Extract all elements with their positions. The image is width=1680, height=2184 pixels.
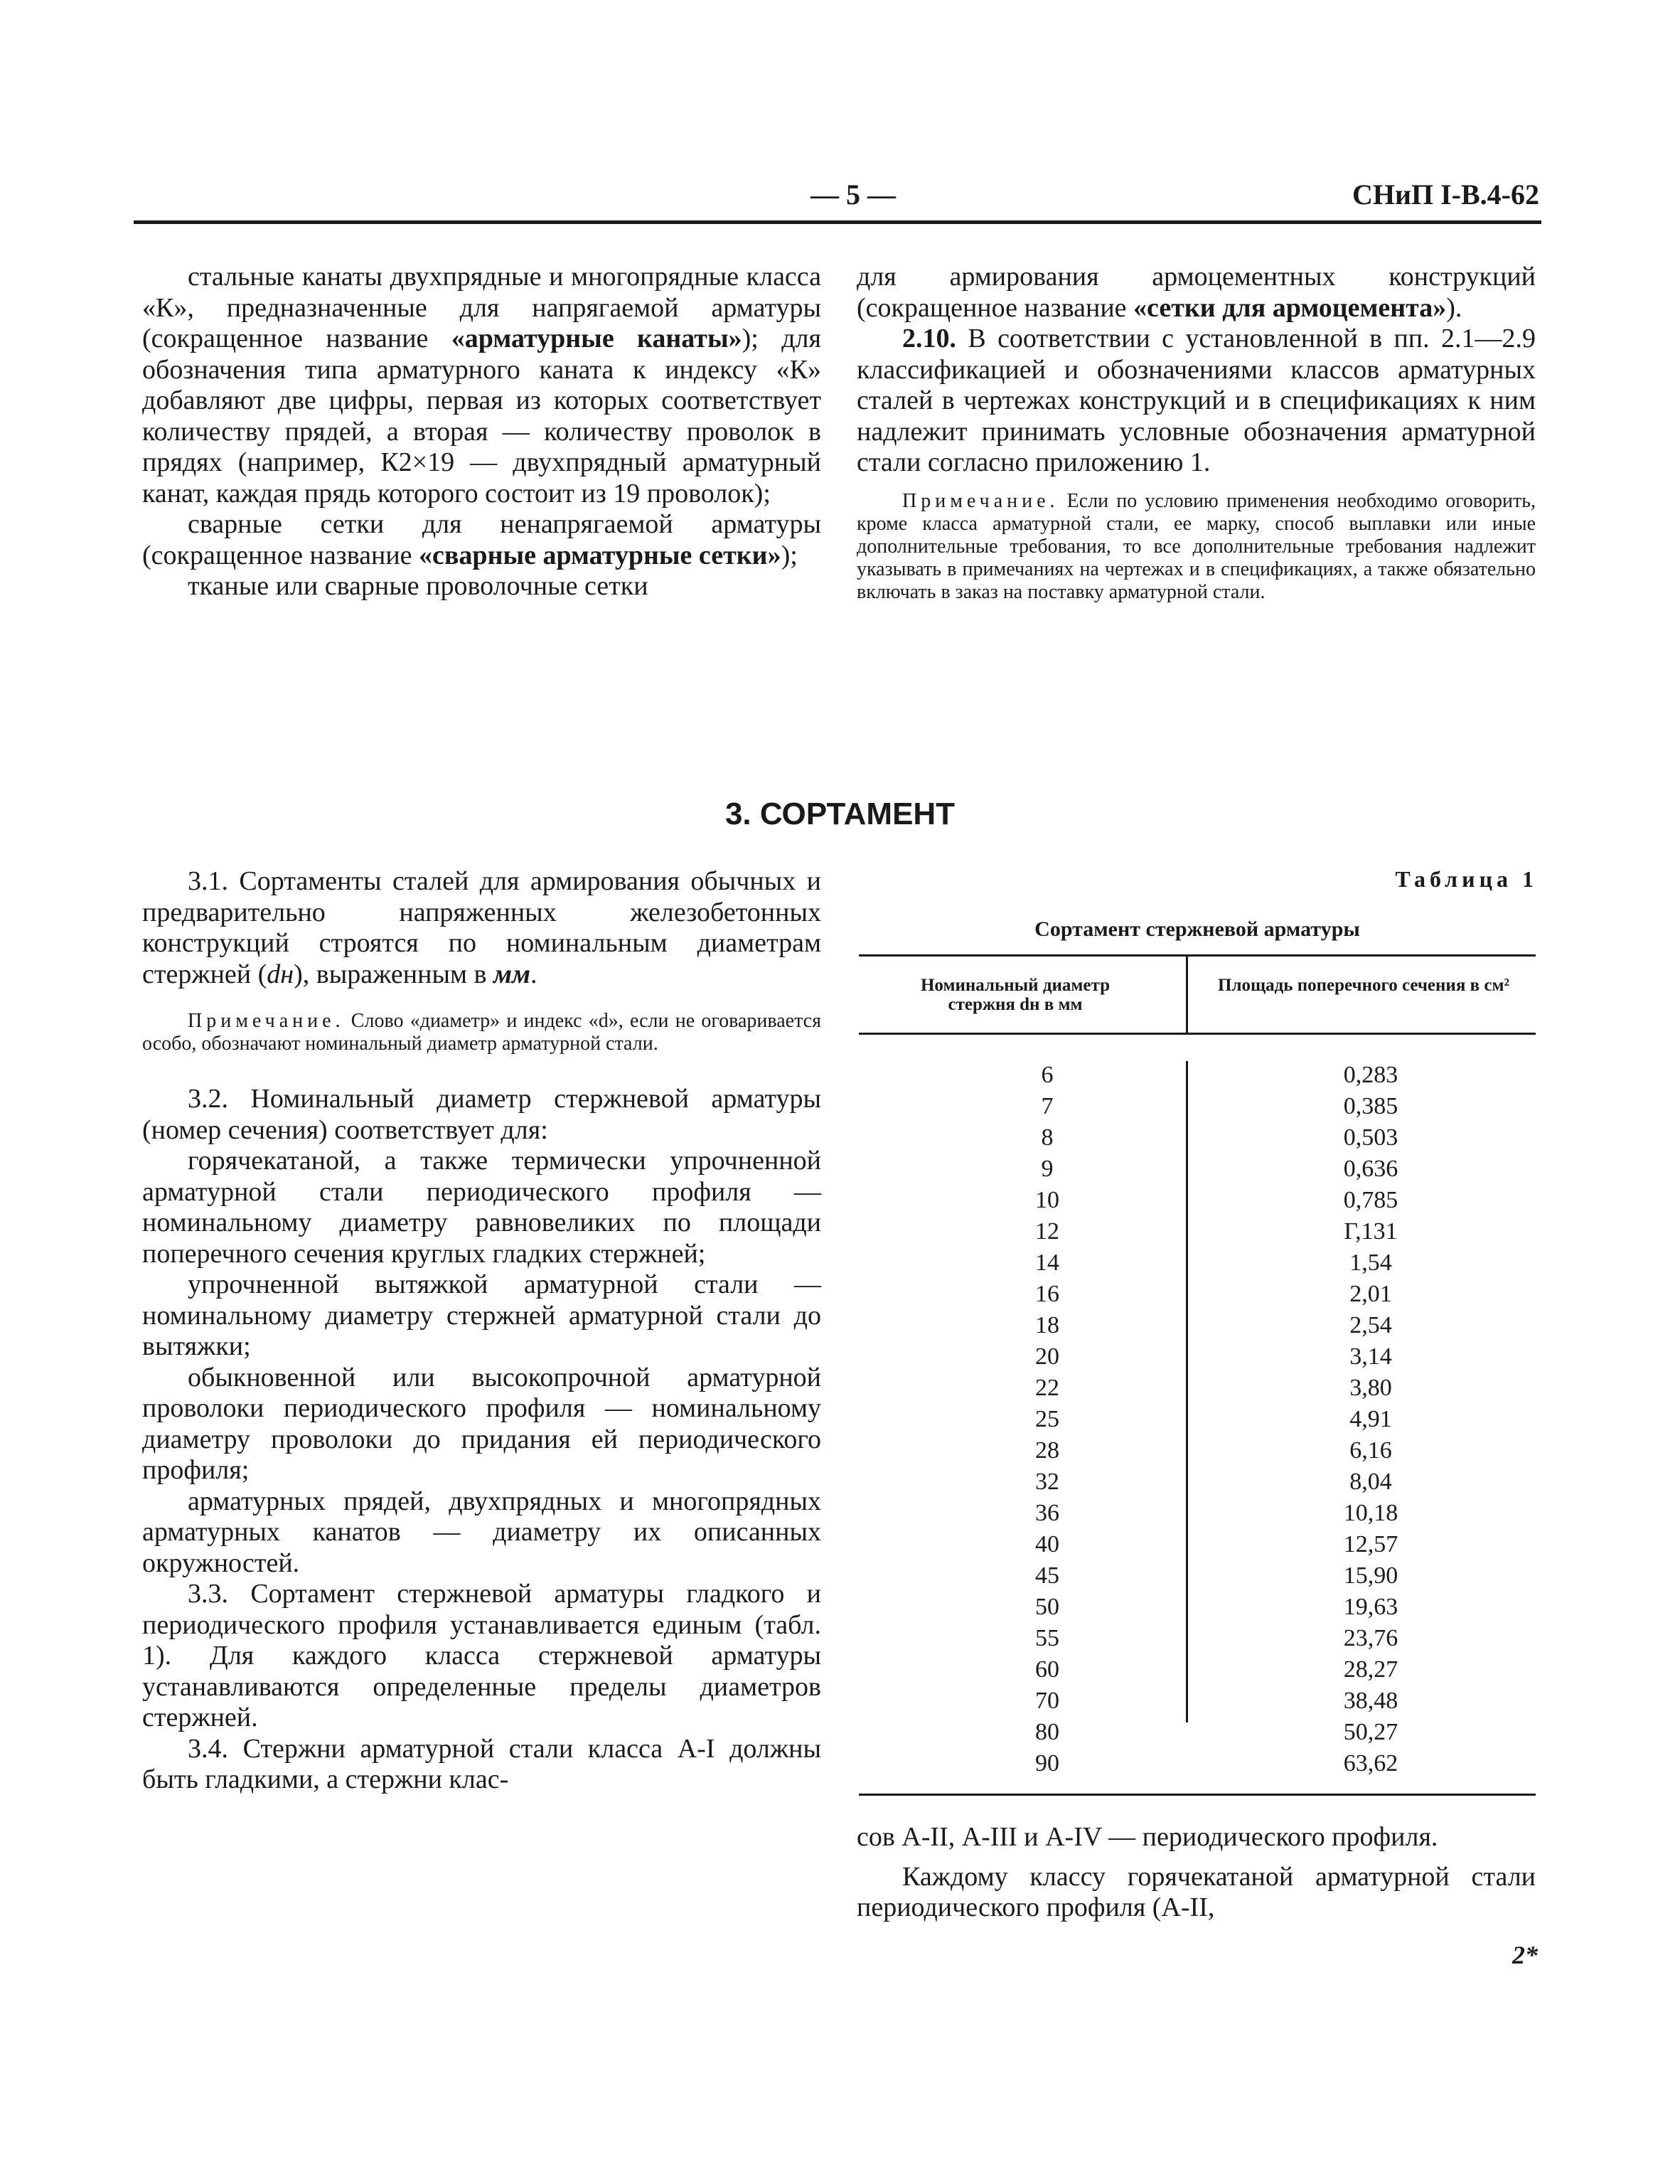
table-cell-area: 2,54 bbox=[1349, 1312, 1392, 1338]
table-cell-diameter: 32 bbox=[1035, 1469, 1059, 1495]
table-cell-area: 50,27 bbox=[1343, 1719, 1398, 1745]
header-rule bbox=[134, 220, 1541, 224]
note-2-10: Примечание. Если по условию применения необходимо оговорить, кроме класса арматурной стали, ее марку, способ выплавки или иные дополнительные требования, то все дополнительные требования надлежит указывать в примечаниях на чертежах и в спецификациях, а также обязательно включать в заказ на поставку арматурной стали. bbox=[857, 489, 1536, 603]
paragraph-3-2-c: обыкновенной или высокопрочной арматурной проволоки периодического профиля — номинальному диаметру проволоки до придания ей периодического профиля; bbox=[142, 1362, 821, 1485]
document-code: СНиП I-В.4-62 bbox=[1352, 179, 1539, 211]
paragraph-3-4: 3.4. Стержни арматурной стали класса А-I должны быть гладкими, а стержни клас- bbox=[142, 1733, 821, 1794]
table-cell-diameter: 70 bbox=[1035, 1688, 1059, 1714]
table-cell-area: 23,76 bbox=[1343, 1625, 1398, 1651]
paragraph-3-2-a: горячекатаной, а также термически упрочненной арматурной стали периодического профиля — номинальному диаметру равновеликих по площади поперечного сечения круглых гладких стержней; bbox=[142, 1146, 821, 1269]
table-cell-area: 1,54 bbox=[1349, 1250, 1392, 1276]
table-cell-area: 0,283 bbox=[1343, 1062, 1398, 1088]
table-cell-area: 0,385 bbox=[1343, 1093, 1398, 1119]
table-cell-diameter: 50 bbox=[1035, 1594, 1059, 1620]
table-header-rule bbox=[859, 1033, 1536, 1035]
table-cell-area: 15,90 bbox=[1343, 1562, 1398, 1589]
table-cell-diameter: 60 bbox=[1035, 1656, 1059, 1683]
table-cell-diameter: 14 bbox=[1035, 1250, 1059, 1276]
table-cell-diameter: 20 bbox=[1035, 1343, 1059, 1370]
table-cell-diameter: 28 bbox=[1035, 1437, 1059, 1464]
signature-mark: 2* bbox=[1512, 1941, 1538, 1969]
table-cell-area: 0,636 bbox=[1343, 1156, 1398, 1182]
table-cell-area: 19,63 bbox=[1343, 1594, 1398, 1620]
table-cell-area: 28,27 bbox=[1343, 1656, 1398, 1683]
table-cell-area: 4,91 bbox=[1349, 1406, 1392, 1432]
table-cell-area: 12,57 bbox=[1343, 1531, 1398, 1557]
right-bottom-column bbox=[857, 1822, 1536, 1924]
table-col1-header: Номинальный диаметр стержня dн в мм bbox=[920, 976, 1110, 1014]
paragraph-each-class: Каждому классу горячекатаной арматурной стали периодического профиля (А-II, bbox=[857, 1861, 1536, 1922]
table-cell-diameter: 7 bbox=[1041, 1093, 1054, 1119]
paragraph-3-1: 3.1. Сортаменты сталей для армирования обычных и предварительно напряженных железобетонных конструкций строятся по номинальным диаметрам стержней (dн), выраженным в мм. bbox=[142, 866, 821, 989]
table-cell-diameter: 8 bbox=[1041, 1124, 1054, 1151]
paragraph-3-2-d: арматурных прядей, двухпрядных и многопрядных арматурных канатов — диаметру их описанных окружностей. bbox=[142, 1486, 821, 1578]
table-cell-diameter: 12 bbox=[1035, 1218, 1059, 1245]
table-cell-area: 63,62 bbox=[1343, 1750, 1398, 1777]
table-cell-diameter: 55 bbox=[1035, 1625, 1059, 1651]
table-body-divider bbox=[1186, 1061, 1188, 1722]
paragraph-3-2: 3.2. Номинальный диаметр стержневой арматуры (номер сечения) соответствует для: bbox=[142, 1084, 821, 1145]
table-cell-diameter: 16 bbox=[1035, 1281, 1059, 1307]
table-cell-diameter: 10 bbox=[1035, 1187, 1059, 1213]
right-top-column bbox=[857, 262, 1536, 604]
table-cell-area: Г,131 bbox=[1344, 1218, 1398, 1245]
table-cell-area: 0,503 bbox=[1343, 1124, 1398, 1151]
table-cell-area: 38,48 bbox=[1343, 1688, 1398, 1714]
paragraph-3-3: 3.3. Сортамент стержневой арматуры гладкого и периодического профиля устанавливается единым (табл. 1). Для каждого класса стержневой арматуры устанавливаются определенные пределы диаметров стержней. bbox=[142, 1579, 821, 1732]
table-cell-diameter: 25 bbox=[1035, 1406, 1059, 1432]
table-title: Сортамент стержневой арматуры bbox=[1034, 917, 1360, 941]
table-col2-header: Площадь поперечного сечения в см² bbox=[1218, 976, 1509, 995]
paragraph-2-10: 2.10. В соответствии с установленной в пп. 2.1—2.9 классификацией и обозначениями классов арматурных сталей в чертежах конструкций и в спецификациях к ним надлежит принимать условные обозначения арматурной стали согласно приложению 1. bbox=[857, 324, 1536, 477]
left-top-column bbox=[142, 262, 821, 602]
table-cell-diameter: 18 bbox=[1035, 1312, 1059, 1338]
section-title: 3. СОРТАМЕНТ bbox=[724, 797, 956, 831]
table-cell-area: 6,16 bbox=[1349, 1437, 1392, 1464]
table-cell-diameter: 36 bbox=[1035, 1500, 1059, 1526]
table-cell-area: 3,14 bbox=[1349, 1343, 1392, 1370]
table-cell-diameter: 80 bbox=[1035, 1719, 1059, 1745]
table-cell-area: 10,18 bbox=[1343, 1500, 1398, 1526]
paragraph-3-2-b: упрочненной вытяжкой арматурной стали — номинальному диаметру стержней арматурной стали до вытяжки; bbox=[142, 1269, 821, 1361]
table-top-rule bbox=[859, 954, 1536, 957]
table-cell-diameter: 40 bbox=[1035, 1531, 1059, 1557]
table-cell-diameter: 45 bbox=[1035, 1562, 1059, 1589]
paragraph-canaty: стальные канаты двухпрядные и многопрядные класса «К», предназначенные для напрягаемой арматуры (сокращенное название «арматурные канаты»); для обозначения типа арматурного каната к индексу «К» добавляют две цифры, первая из которых соответствует количеству прядей, а вторая — количеству проволок в прядях (например, К2×19 — двухпрядный арматурный канат, каждая прядь которого состоит из 19 проволок); bbox=[142, 262, 821, 508]
table-header-divider bbox=[1186, 954, 1188, 1034]
sortament-table bbox=[859, 954, 1536, 1808]
note-3-1: Примечание. Слово «диаметр» и индекс «d», если не оговаривается особо, обозначают номинальный диаметр арматурной стали. bbox=[142, 1010, 821, 1055]
table-cell-area: 2,01 bbox=[1349, 1281, 1392, 1307]
table-cell-diameter: 9 bbox=[1041, 1156, 1054, 1182]
table-bottom-rule bbox=[859, 1794, 1536, 1796]
left-bottom-column bbox=[142, 866, 821, 1796]
paragraph-setki-svarnye: сварные сетки для ненапрягаемой арматуры (сокращенное название «сварные арматурные сетки»); bbox=[142, 509, 821, 570]
table-cell-area: 0,785 bbox=[1343, 1187, 1398, 1213]
table-label: Таблица 1 bbox=[1395, 866, 1538, 892]
paragraph-profile-continuation: сов А-II, А-III и А-IV — периодического профиля. bbox=[857, 1822, 1438, 1852]
table-cell-diameter: 6 bbox=[1041, 1062, 1054, 1088]
paragraph-armocement: для армирования армоцементных конструкций (сокращенное название «сетки для армоцемента»). bbox=[857, 262, 1536, 323]
table-cell-diameter: 22 bbox=[1035, 1375, 1059, 1401]
table-cell-area: 8,04 bbox=[1349, 1469, 1392, 1495]
page-number: — 5 — bbox=[810, 179, 896, 211]
table-cell-diameter: 90 bbox=[1035, 1750, 1059, 1777]
paragraph-tkanye: тканые или сварные проволочные сетки bbox=[188, 571, 648, 601]
table-cell-area: 3,80 bbox=[1349, 1375, 1392, 1401]
